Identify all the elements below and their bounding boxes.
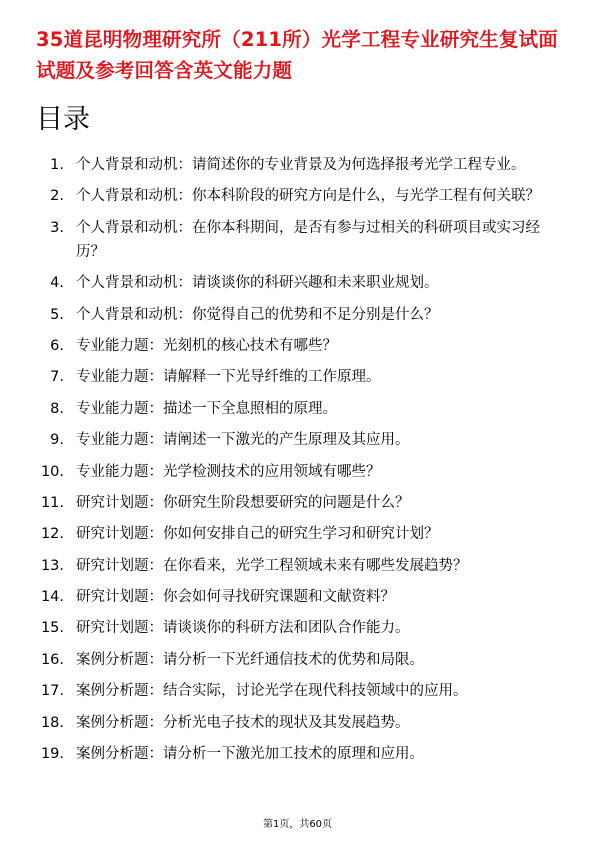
toc-item-text: 专业能力题：请解释一下光导纤维的工作原理。: [76, 369, 381, 386]
toc-item[interactable]: [36, 428, 561, 452]
toc-heading: 目录: [36, 104, 90, 135]
toc-item-text: 案例分析题：请分析一下光纤通信技术的优势和局限。: [76, 651, 424, 668]
toc-item-number: 7.: [50, 369, 64, 386]
toc-item-number: 1.: [50, 157, 64, 173]
toc-item-number: 16.: [40, 651, 64, 668]
toc-item-number: 14.: [40, 589, 64, 606]
toc-item-number: 15.: [40, 620, 64, 637]
toc-item[interactable]: [36, 711, 561, 735]
toc-item-number: 10.: [40, 463, 64, 480]
toc-item-number: 5.: [50, 306, 64, 323]
toc-item-number: 9.: [50, 432, 64, 449]
toc-item-text: 研究计划题：请谈谈你的科研方法和团队合作能力。: [76, 620, 410, 637]
toc-item-number: 13.: [40, 557, 64, 574]
toc-item[interactable]: [36, 397, 561, 421]
toc-item[interactable]: [36, 554, 561, 578]
toc-item[interactable]: [36, 460, 561, 484]
toc-item[interactable]: [36, 679, 561, 703]
toc-item-text: 研究计划题：在你看来，光学工程领域未来有哪些发展趋势？: [76, 557, 468, 574]
toc-item[interactable]: [36, 585, 561, 609]
toc-item-text: 个人背景和动机：你本科阶段的研究方向是什么，与光学工程有何关联？: [76, 188, 540, 205]
toc-item-number: 6.: [50, 337, 64, 354]
toc-item[interactable]: [36, 365, 561, 389]
toc-item-text: 个人背景和动机：在你本科期间，是否有参与过相关的科研项目或实习经历？: [76, 219, 540, 260]
page-footer: 第1页，共60页: [262, 819, 333, 830]
toc-item-text: 个人背景和动机：你觉得自己的优势和不足分别是什么？: [76, 306, 439, 323]
toc-item-text: 专业能力题：光刻机的核心技术有哪些？: [76, 337, 337, 354]
toc-item[interactable]: [36, 742, 561, 766]
toc-item[interactable]: [36, 648, 561, 672]
toc-item-text: 案例分析题：分析光电子技术的现状及其发展趋势。: [76, 714, 410, 731]
toc-item-number: 8.: [50, 400, 64, 417]
toc-item-number: 11.: [40, 494, 64, 511]
toc-item-text: 研究计划题：你会如何寻找研究课题和文献资料？: [76, 589, 395, 606]
toc-item-text: 个人背景和动机：请谈谈你的科研兴趣和未来职业规划。: [76, 275, 439, 292]
toc-item[interactable]: [36, 334, 561, 358]
toc-item[interactable]: [36, 184, 561, 208]
toc-item-text: 研究计划题：你如何安排自己的研究生学习和研究计划？: [76, 526, 439, 543]
toc-item-number: 19.: [40, 746, 64, 763]
toc-item[interactable]: [36, 491, 561, 515]
toc-item-number: 12.: [40, 526, 64, 543]
table-of-contents: [36, 153, 561, 773]
toc-item[interactable]: [36, 522, 561, 546]
toc-item-number: 18.: [40, 714, 64, 731]
toc-item[interactable]: [36, 216, 561, 264]
toc-item-number: 2.: [50, 188, 64, 205]
toc-item-text: 专业能力题：描述一下全息照相的原理。: [76, 400, 337, 417]
toc-item[interactable]: [36, 153, 561, 177]
toc-item-text: 案例分析题：请分析一下激光加工技术的原理和应用。: [76, 746, 424, 763]
toc-item[interactable]: [36, 271, 561, 295]
toc-item[interactable]: [36, 616, 561, 640]
toc-item-text: 案例分析题：结合实际，讨论光学在现代科技领域中的应用。: [76, 683, 468, 700]
document-title: 35道昆明物理研究所（211所）光学工程专业研究生复试面试题及参考回答含英文能力题: [36, 28, 558, 82]
toc-item-number: 4.: [50, 275, 64, 292]
toc-item-text: 个人背景和动机：请简述你的专业背景及为何选择报考光学工程专业。: [76, 157, 526, 173]
toc-item-text: 专业能力题：请阐述一下激光的产生原理及其应用。: [76, 432, 410, 449]
toc-item[interactable]: [36, 303, 561, 327]
toc-item-text: 研究计划题：你研究生阶段想要研究的问题是什么？: [76, 494, 410, 511]
toc-item-text: 专业能力题：光学检测技术的应用领域有哪些？: [76, 463, 381, 480]
toc-item-number: 3.: [50, 219, 64, 236]
toc-item-number: 17.: [40, 683, 64, 700]
